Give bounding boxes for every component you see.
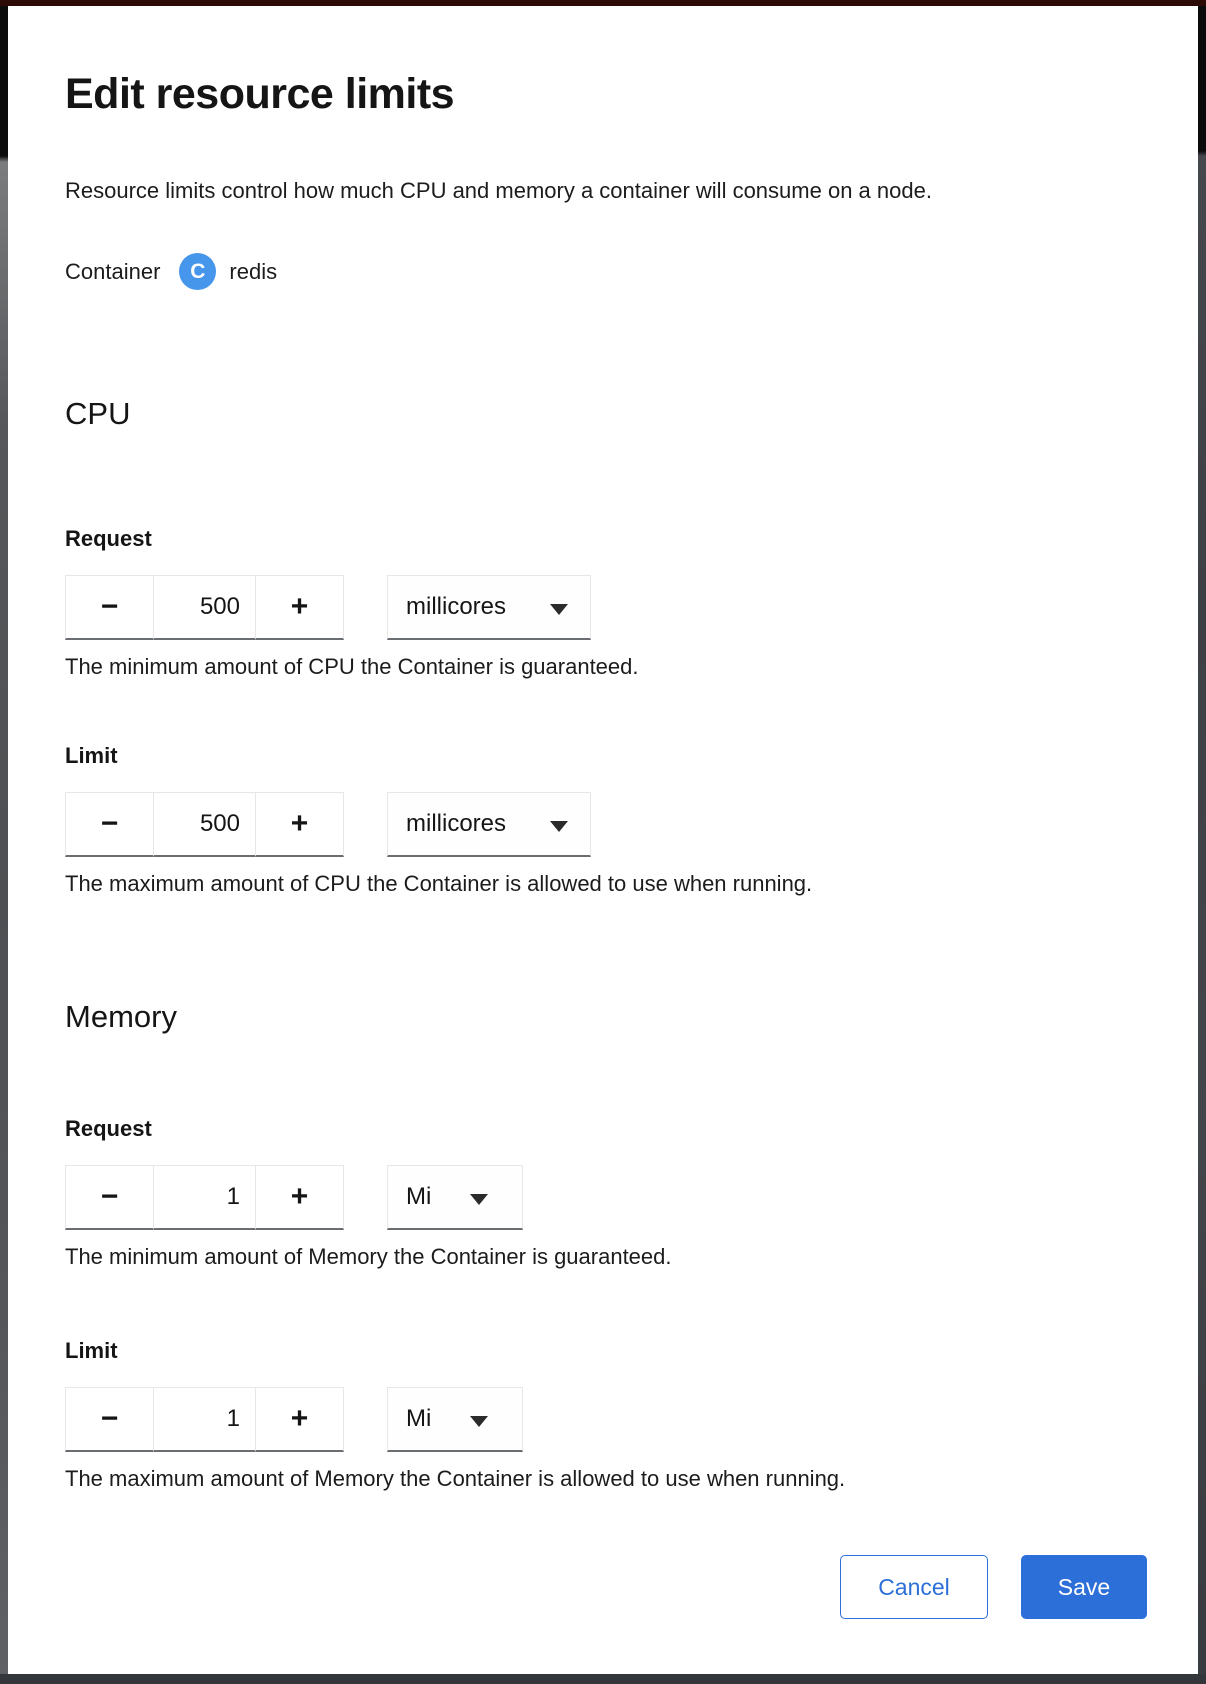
cpu-request-increment-button[interactable] [256,575,344,640]
caret-down-icon [550,821,568,832]
minus-icon: − [100,590,119,623]
memory-limit-decrement-button[interactable] [65,1387,153,1452]
memory-limit-input[interactable] [153,1387,256,1452]
save-button[interactable]: Save [1021,1555,1147,1619]
memory-request-input[interactable] [153,1165,256,1230]
modal-title: Edit resource limits [65,70,455,118]
cpu-limit-unit-value: millicores [406,810,507,837]
memory-limit-help-text: The maximum amount of Memory the Container is allowed to use when running. [65,1466,846,1491]
cpu-request-stepper [65,575,344,640]
memory-request-decrement-button[interactable] [65,1165,153,1230]
cpu-section-heading: CPU [65,396,131,431]
memory-limit-unit-value: Mi [406,1405,432,1432]
plus-icon: + [290,590,309,623]
modal-actions [8,1555,1147,1619]
cpu-limit-help-text: The maximum amount of CPU the Container is allowed to use when running. [65,871,813,896]
memory-limit-stepper [65,1387,344,1452]
cpu-request-unit-select[interactable] [387,575,591,640]
plus-icon: + [290,1180,309,1213]
memory-limit-increment-button[interactable] [256,1387,344,1452]
cpu-request-label: Request [65,526,152,551]
cpu-limit-input[interactable] [153,792,256,857]
memory-request-unit-value: Mi [406,1183,432,1210]
caret-down-icon [470,1416,488,1427]
page-bottom-edge [0,1674,1206,1684]
memory-limit-field [65,1338,1145,1492]
cpu-limit-stepper [65,792,344,857]
cpu-limit-unit-select[interactable] [387,792,591,857]
container-label: Container [65,258,161,284]
caret-down-icon [470,1194,488,1205]
memory-request-increment-button[interactable] [256,1165,344,1230]
memory-limit-label: Limit [65,1338,118,1363]
cancel-button[interactable]: Cancel [840,1555,988,1619]
minus-icon: − [100,1402,119,1435]
memory-request-help-text: The minimum amount of Memory the Container is guaranteed. [65,1244,672,1269]
page-right-edge [1198,6,1206,1674]
container-kind-badge [179,253,216,290]
cpu-limit-label: Limit [65,743,118,768]
cpu-request-input[interactable] [153,575,256,640]
minus-icon: − [100,807,119,840]
memory-request-field [65,1116,1145,1270]
memory-section-heading: Memory [65,999,177,1034]
container-badge-letter: C [190,259,206,283]
caret-down-icon [550,604,568,615]
memory-request-stepper [65,1165,344,1230]
edit-resource-limits-modal [8,6,1198,1674]
cpu-request-unit-value: millicores [406,593,507,620]
plus-icon: + [290,1402,309,1435]
minus-icon: − [100,1180,119,1213]
memory-request-label: Request [65,1116,152,1141]
container-row [65,253,277,290]
cpu-request-decrement-button[interactable] [65,575,153,640]
cpu-limit-field [65,743,1145,897]
cpu-limit-decrement-button[interactable] [65,792,153,857]
page-left-edge [0,6,8,1674]
modal-description: Resource limits control how much CPU and memory a container will consume on a node. [65,178,932,203]
plus-icon: + [290,807,309,840]
memory-request-unit-select[interactable] [387,1165,523,1230]
cpu-limit-increment-button[interactable] [256,792,344,857]
container-name: redis [229,258,278,284]
cpu-request-field [65,526,1145,680]
cpu-request-help-text: The minimum amount of CPU the Container is guaranteed. [65,654,639,679]
memory-limit-unit-select[interactable] [387,1387,523,1452]
